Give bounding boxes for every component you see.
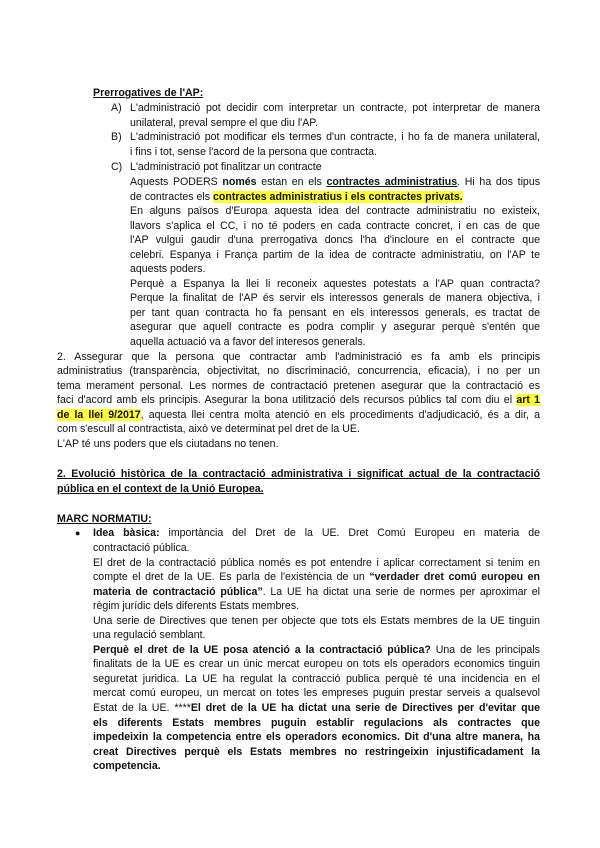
marc-p3-bold-line-2: impedeixin la competencia entre els operadors economics. Dit d'una altre manera, ha — [93, 731, 540, 743]
marc-p3-bold-line-1: els diferents Estats membres puguin establir regulacions als contractes que — [93, 717, 540, 729]
list-marker-a: A) — [111, 102, 122, 114]
point2-line-4: faci d'acord amb els principis. Asegurar la bona utilització dels recursos públics tal com diu el art 1 — [57, 394, 540, 406]
marc-p1-line-1: El dret de la contractació pública només es pot entendre i aplicar correctament si tenim en — [93, 557, 540, 569]
marc-p1-line-3: materia de contractació pública”. La UE ha dictat una serie de normes per aproximar el — [93, 586, 540, 598]
item-b-line-2: i fins i tot, sense l'acord de la persona que contracta. — [130, 146, 377, 158]
item-c-p3-line-3: per tant quan contracta ho fa pensant en els interessos generals, es tractat de — [130, 307, 540, 319]
marc-p3-line-5: Estat de la UE. ****El dret de la UE ha dictat una serie de Directives per d'evitar que — [93, 702, 540, 714]
point2-line-3: tema merament personal. Les normes de contractació pretenen asegurar que la contractació es — [57, 380, 540, 392]
point2-line-2: administratius (transparència, objectivitat, no discriminació, concurrencia, eficacia), i no per un — [57, 365, 540, 377]
idea-basica-line-1: Idea bàsica: importància del Dret de la UE. Dret Comú Europeu en materia de — [93, 527, 540, 539]
bullet-icon: ● — [75, 528, 81, 538]
item-c-line-1: L'administració pot finalitzar un contracte — [130, 161, 322, 173]
list-marker-b: B) — [111, 131, 122, 143]
marc-p3-line-4: mercat comú europeu, un mercat on totes les empreses puguin prestar serveis a qualsevol — [93, 687, 540, 699]
item-c-p1-line-1: Aquests PODERS només estan en els contractes administratius. Hi ha dos tipus — [130, 176, 541, 188]
item-a-line-2: unilateral, preval sempre el que diu l'AP. — [130, 117, 318, 129]
marc-normatiu-title: MARC NORMATIU: — [57, 513, 152, 525]
item-c-p2-line-2: llavors s'aplica el CC, i no té poders en cada contracte concret, i en cas de que — [130, 220, 540, 232]
point2-line-5: de la llei 9/2017, aquesta llei centra molta atenció en els procediments d'adjudicació, és a dir, a — [57, 409, 540, 421]
item-c-p3-line-4: asegurar que aquell contracte es podra complir y asegurar perquè s'entén que — [130, 321, 540, 333]
section-title-prerrogatives: Prerrogatives de l'AP: — [93, 87, 204, 99]
item-c-p2-line-4: celebri. Espanya i França partim de la idea de contracte administratiu, on l'AP te — [130, 249, 540, 261]
marc-p3-line-3: seguretat juridica. La UE ha regulat la contracció publica perquè té una incidencia en el — [93, 673, 540, 685]
item-c-p2-line-3: l'AP vulgui gaudir d'una prerrogativa doncs l'ha d'incloure en el contracte que — [130, 234, 540, 246]
marc-p1-line-4: règim jurídic dels diferents Estats membres. — [93, 600, 300, 612]
point2-line-6: com s'escull al contractista, això ve determinat pel dret de la UE. — [57, 423, 360, 435]
item-b-line-1: L'administració pot modificar els termes d'un contracte, i ho fa de manera unilateral, — [130, 131, 540, 143]
item-c-p2-line-1: En alguns països d'Europa aquesta idea del contracte administratiu no existeix, — [130, 205, 540, 217]
item-c-p3-line-5: aquella actuació va a favor del interesos generals. — [130, 336, 366, 348]
marc-p3-line-1: Perquè el dret de la UE posa atenció a la contractació pública? Una de les principals — [93, 644, 540, 656]
section2-heading-line-1: 2. Evolució històrica de la contractació administrativa i significat actual de la contractació — [57, 468, 540, 480]
item-c-p3-line-2: Perque la finalitat de l'AP és servir els interessos generals de manera objectiva, i — [130, 292, 540, 304]
point2-line-1: 2. Assegurar que la persona que contractar amb l'administració es fa amb els principis — [57, 351, 540, 363]
marc-p2-line-2: una regulació semblant. — [93, 629, 206, 641]
item-c-p2-line-5: aquests poders. — [130, 263, 206, 275]
item-c-p1-line-2: de contractes els contractes administratius i els contractes privats. — [130, 191, 463, 203]
marc-p1-line-2: compte el dret de la UE. Es parla de l'existència de un “verdader dret comú europeu en — [93, 571, 540, 583]
closing-line: L'AP té uns poders que els ciutadans no tenen. — [57, 438, 279, 450]
marc-p3-bold-line-4: competencia. — [93, 760, 161, 772]
idea-basica-line-2: contractació pública. — [93, 542, 190, 554]
highlight-art-1: art 1 — [516, 394, 540, 406]
marc-p2-line-1: Una serie de Directives que tenen per objecte que tots els Estats membres de la UE tinguin — [93, 615, 540, 627]
highlight-llei-9-2017: de la llei 9/2017 — [57, 409, 141, 421]
list-marker-c: C) — [111, 161, 123, 173]
highlight-contract-types: contractes administratius i els contractes privats. — [213, 191, 463, 203]
marc-p3-line-2: finalitats de la UE es crear un únic mercat europeu on tots els operadors economics tinguin — [93, 658, 540, 670]
marc-p3-bold-line-3: creat Directives perquè els Estats membres no restringeixin injustificadament la — [93, 746, 540, 758]
item-a-line-1: L'administració pot decidir com interpretar un contracte, pot interpretar de manera — [130, 102, 540, 114]
section2-heading-line-2: pública en el context de la Unió Europea. — [57, 483, 264, 495]
item-c-p3-line-1: Perquè a Espanya la llei li reconeix aquestes potestats a l'AP quan contracta? — [130, 278, 540, 290]
